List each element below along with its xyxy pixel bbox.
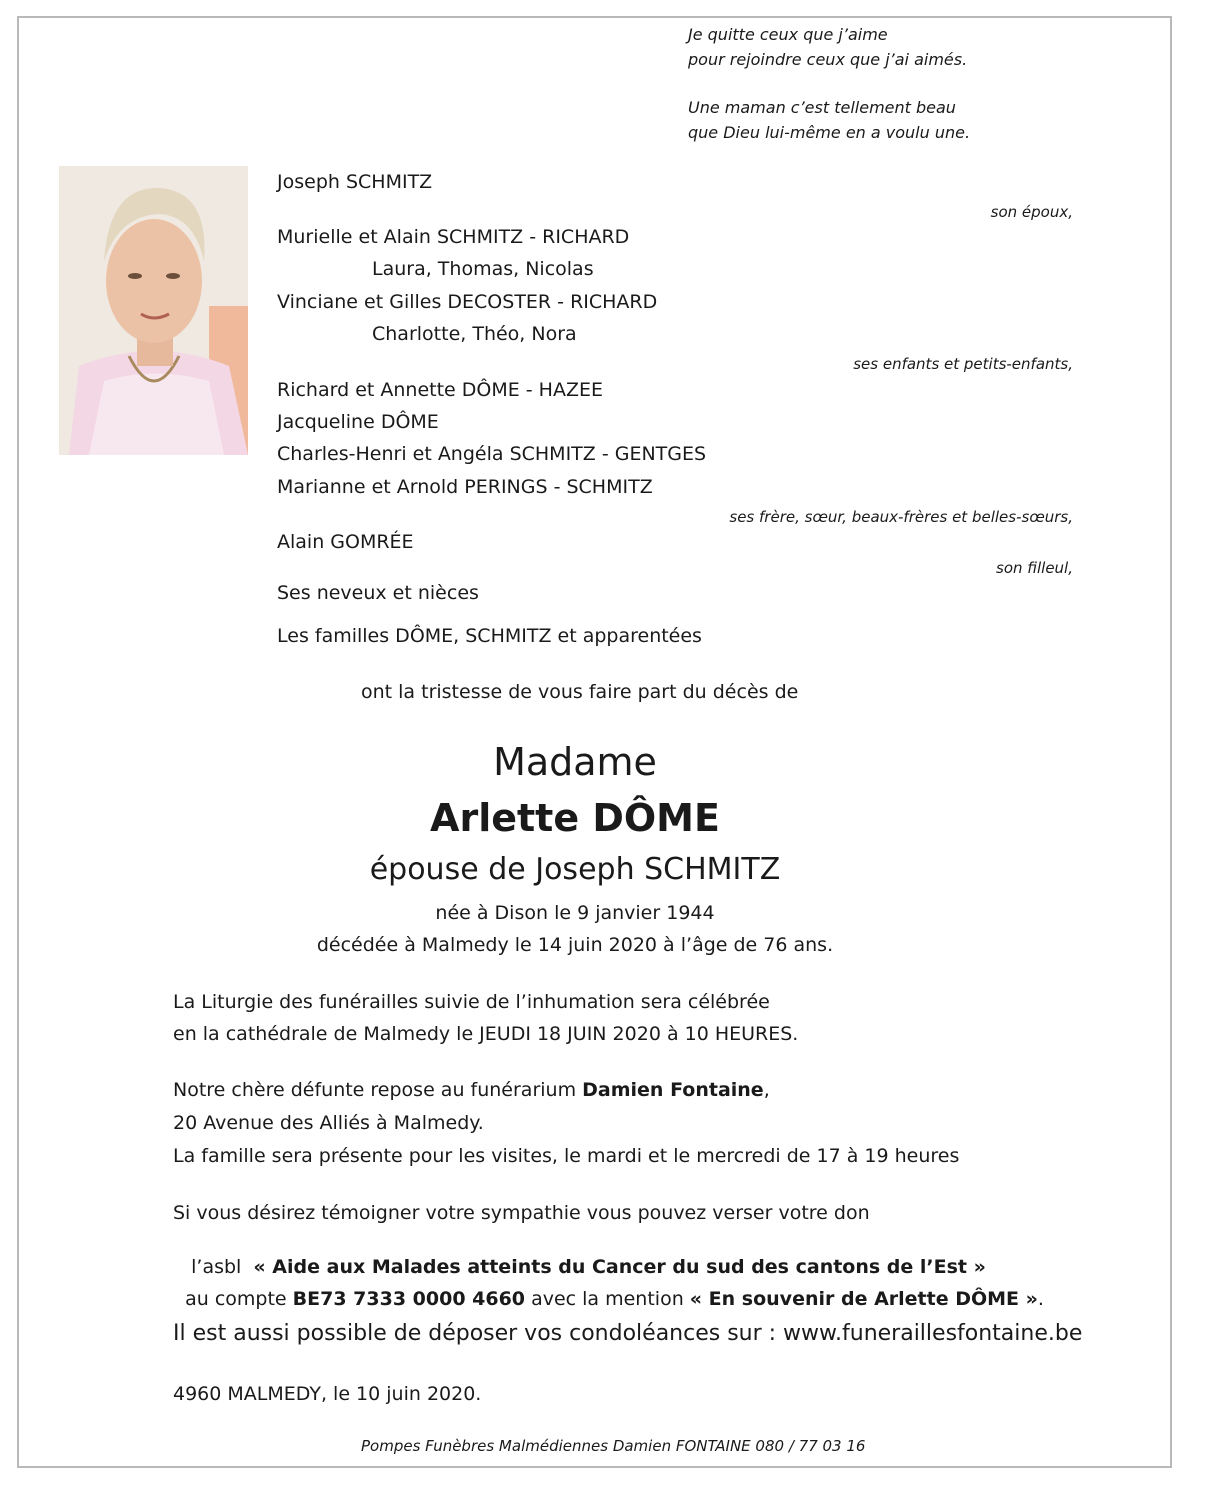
donation-line-3: [173, 1266, 1044, 1310]
deceased-name: Arlette DÔME: [430, 796, 720, 840]
donation-text: l’asbl: [185, 1256, 254, 1278]
rest-line-1: [173, 1079, 770, 1101]
deceased-died: décédée à Malmedy le 14 juin 2020 à l’âge de 76 ans.: [316, 934, 834, 956]
donation-text: au compte: [185, 1288, 293, 1310]
relation-spouse: son époux,: [990, 203, 1073, 221]
family-families: Les familles DÔME, SCHMITZ et apparentées: [277, 625, 702, 647]
rest-text: Notre chère défunte repose au funérarium: [173, 1079, 583, 1101]
account-number: BE73 7333 0000 4660: [292, 1288, 526, 1310]
portrait-illustration: [59, 166, 248, 455]
family-sibling: Charles-Henri et Angéla SCHMITZ - GENTGES: [277, 443, 707, 465]
donation-line: Si vous désirez témoigner votre sympathie vous pouvez verser votre don: [173, 1202, 870, 1224]
donation-punct: .: [1037, 1288, 1044, 1310]
footer-funeral-home: Pompes Funèbres Malmédiennes Damien FONTAINE 080 / 77 03 16: [361, 1437, 866, 1455]
family-child: Murielle et Alain SCHMITZ - RICHARD: [277, 226, 630, 248]
funeral-line: en la cathédrale de Malmedy le JEUDI 18 JUIN 2020 à 10 HEURES.: [173, 1023, 799, 1045]
rest-visits: La famille sera présente pour les visites, le mardi et le mercredi de 17 à 19 heures: [173, 1145, 960, 1167]
funeral-line: La Liturgie des funérailles suivie de l’inhumation sera célébrée: [173, 991, 770, 1013]
donation-mention: « En souvenir de Arlette DÔME »: [689, 1288, 1038, 1310]
deceased-spouse: épouse de Joseph SCHMITZ: [369, 852, 781, 887]
family-sibling: Richard et Annette DÔME - HAZEE: [277, 379, 603, 401]
charity-name: « Aide aux Malades atteints du Cancer du sud des cantons de l’Est »: [253, 1256, 986, 1278]
deceased-born: née à Dison le 9 janvier 1944: [435, 902, 715, 924]
quote-line: que Dieu lui-même en a voulu une.: [688, 123, 971, 142]
quote-line: Une maman c’est tellement beau: [688, 98, 956, 117]
donation-text: avec la mention: [525, 1288, 690, 1310]
rest-punct: ,: [763, 1079, 770, 1101]
portrait-photo: [59, 166, 248, 455]
quote-line: Je quitte ceux que j’aime: [688, 25, 888, 44]
family-nephews: Ses neveux et nièces: [277, 582, 479, 604]
family-grandchildren: Laura, Thomas, Nicolas: [372, 258, 594, 280]
family-spouse: Joseph SCHMITZ: [277, 171, 433, 193]
relation-children: ses enfants et petits-enfants,: [853, 355, 1073, 373]
place-date: 4960 MALMEDY, le 10 juin 2020.: [173, 1383, 482, 1405]
relation-siblings: ses frère, sœur, beaux-frères et belles-sœurs,: [729, 508, 1073, 526]
family-godson: Alain GOMRÉE: [277, 531, 414, 553]
condolences-line: Il est aussi possible de déposer vos condoléances sur : www.funeraillesfontaine.be: [173, 1321, 1083, 1346]
family-child: Vinciane et Gilles DECOSTER - RICHARD: [277, 291, 658, 313]
family-sibling: Jacqueline DÔME: [277, 411, 439, 433]
rest-address: 20 Avenue des Alliés à Malmedy.: [173, 1112, 484, 1134]
funeral-home-name: Damien Fontaine: [582, 1079, 764, 1101]
deceased-title: Madame: [493, 740, 657, 784]
quote-line: pour rejoindre ceux que j’ai aimés.: [688, 50, 968, 69]
family-sibling: Marianne et Arnold PERINGS - SCHMITZ: [277, 476, 653, 498]
family-grandchildren: Charlotte, Théo, Nora: [372, 323, 577, 345]
announcement: ont la tristesse de vous faire part du décès de: [361, 681, 799, 703]
relation-godson: son filleul,: [996, 559, 1073, 577]
